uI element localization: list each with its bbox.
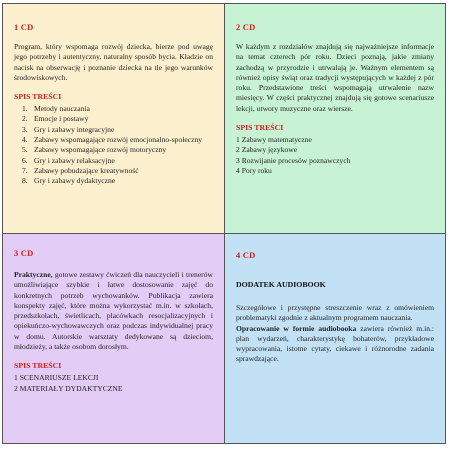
list-item: 4 Pory roku <box>236 165 272 175</box>
cd3-description-rest: gotowe zestawy ćwiczeń dla nauczycieli i trenerów umożliwiające szybkie i łatwe dostosowanie zajęć do konkretnych potrzeb wychowanków. Publikacja zawiera konspekty zajęć, które można wykorzystać m.in. w szkołach, przedszkolach, świetlicach, placówkach resocjalizacyjnych i opiekuńczo-wychowawczych oraz podczas indywidualnej pracy w domu. Autorskie warsztaty dedykowane są dzieciom, młodzieży, a także osobom dorosłym. <box>14 270 213 352</box>
list-item: 2 Zabawy językowe <box>236 145 298 155</box>
list-item: 6. Gry i zabawy relaksacyjne <box>22 155 115 165</box>
cd2-panel <box>225 4 445 234</box>
cd1-panel <box>3 4 225 234</box>
cd4-title: 4 CD <box>236 250 256 260</box>
cd3-lead-bold: Praktyczne, <box>14 270 53 279</box>
cd3-panel <box>3 234 225 443</box>
list-item: 1 Zabawy matematyczne <box>236 135 312 145</box>
cd3-toc-heading: SPIS TREŚCI <box>14 361 62 371</box>
cd1-description: Program, który wspomaga rozwój dziecka, bierze pod uwagę jego potrzeby i autentyczny, naturalny sposób bycia. Kładzie on nacisk na obserwację i poznanie dziecka na tle jego warunków środowiskowych. <box>14 42 213 82</box>
cd2-toc-list <box>236 135 434 176</box>
cd4-audiobook-description <box>236 324 434 365</box>
cd4-panel <box>225 234 445 443</box>
cd3-title: 3 CD <box>14 248 34 258</box>
list-item: 1 SCENARIUSZE LEKCJI <box>14 373 99 383</box>
cd1-toc-heading: SPIS TREŚCI <box>14 92 62 102</box>
list-item: 5. Zabawy wspomagające rozwój motoryczny <box>22 145 167 155</box>
list-item: 3 Rozwijanie procesów poznawczych <box>236 155 351 165</box>
cd3-toc-list <box>14 373 213 394</box>
list-item: 2. Emocje i postawy <box>22 114 89 124</box>
cd4-lead-bold: Opracowanie w formie audiobooka <box>236 323 357 333</box>
list-item: 2 MATERIAŁY DYDAKTYCZNE <box>14 383 123 393</box>
cd1-title: 1 CD <box>14 22 34 32</box>
cd4-subheading: DODATEK AUDIOBOOK <box>236 280 326 289</box>
cd3-description <box>14 270 213 352</box>
list-item: 7. Zabawy pobudzające kreatywność <box>22 165 139 175</box>
cd4-description: Szczegółowe i przystępne streszczenie wraz z omówieniem problematyki zgodnie z aktualnym programem nauczania. <box>236 303 434 323</box>
cd-info-grid <box>2 3 446 444</box>
list-item: 8. Gry i zabawy dydaktyczne <box>22 176 116 186</box>
cd4-audiobook-rest: zawiera również m.in.: plan wydarzeń, charakterystykę bohaterów, przykładowe wypracowania, istotne cytaty, ciekawe i różnorodne zadania sprawdzające. <box>236 323 435 364</box>
list-item: 1. Metody nauczania <box>22 104 90 114</box>
cd2-description: W każdym z rozdziałów znajdują się najważniejsze informacje na temat czterech pór roku. Dzieci poznają, jakie zmiany zachodzą w przyrodzie i utrwalają je. Ważnym elementem są również opisy świąt oraz tradycji występujących w każdej z pór roku. Przedstawione treści wspomagają utrwalenie nazw miesięcy. W części praktycznej znajdują się gotowe scenariusze lekcji, utwory muzyczne oraz wiersze. <box>236 42 434 113</box>
cd2-toc-heading: SPIS TREŚCI <box>236 123 284 133</box>
cd1-toc-list <box>14 104 213 186</box>
cd2-title: 2 CD <box>236 22 256 32</box>
list-item: 3. Gry i zabawy integracyjne <box>22 124 115 134</box>
list-item: 4. Zabawy wspomagające rozwój emocjonalno-społeczny <box>22 135 203 145</box>
